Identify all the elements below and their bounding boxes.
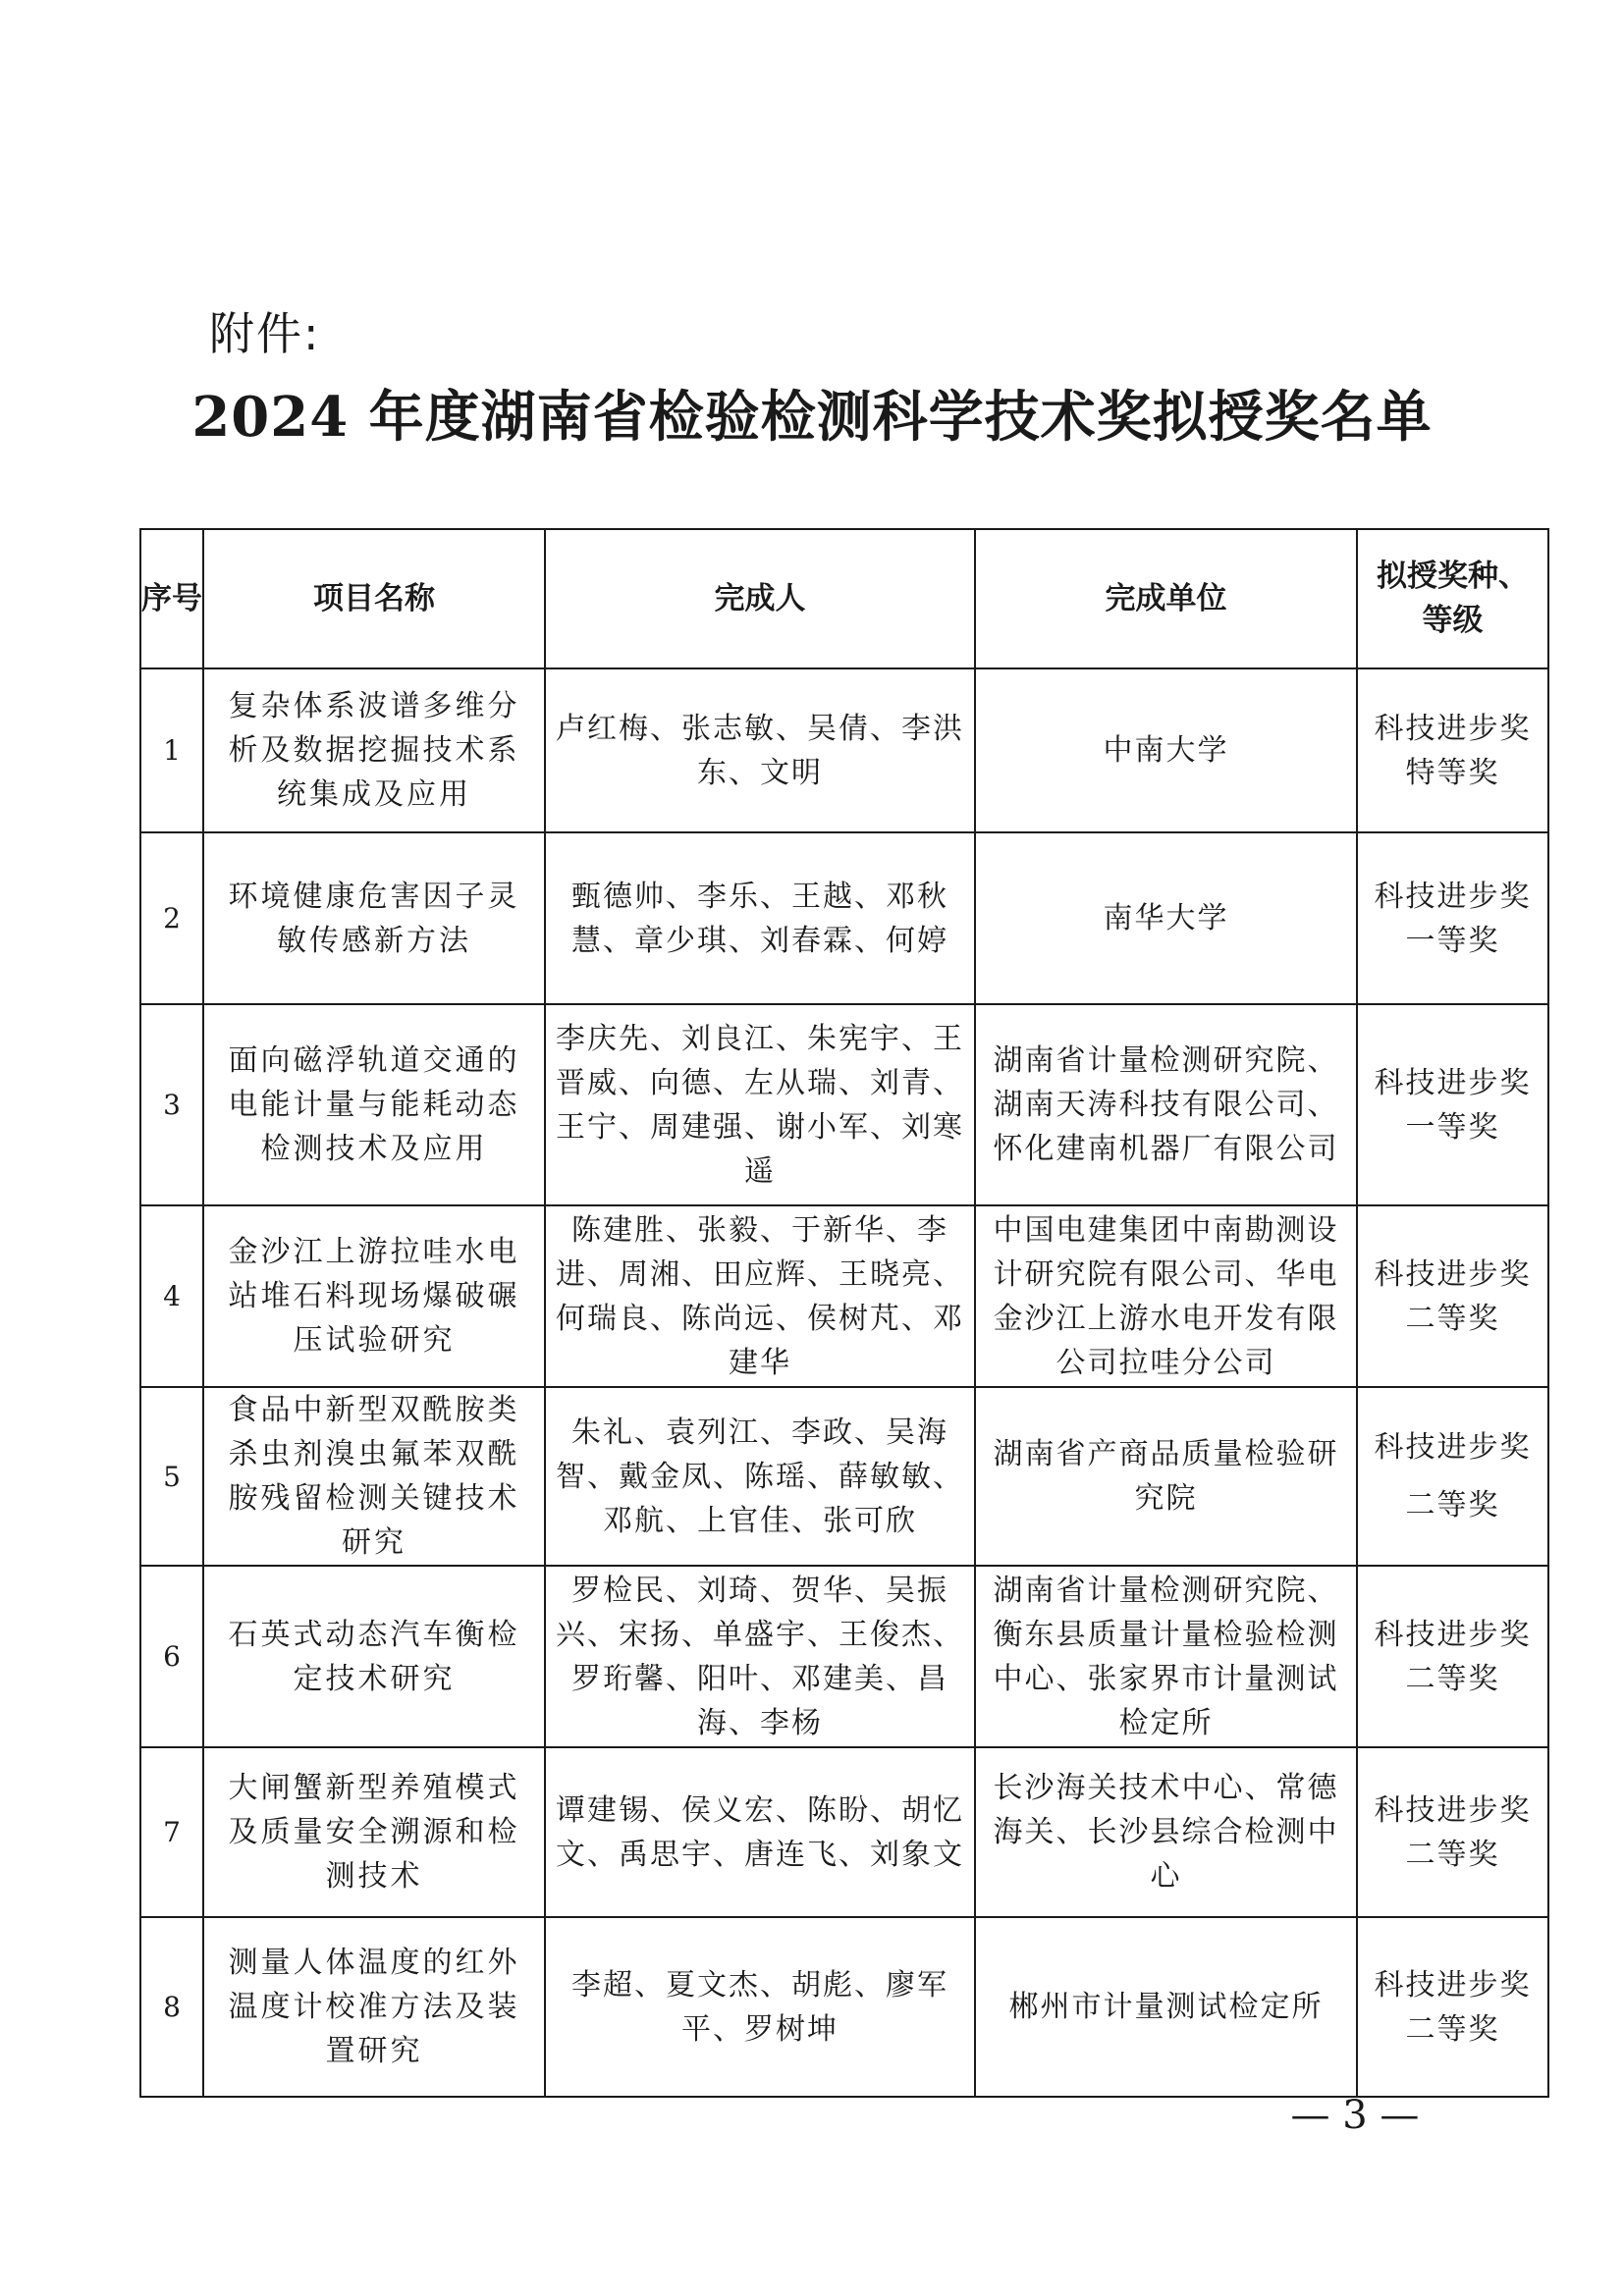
- award-cell: [1357, 1004, 1548, 1205]
- award-level: 一等奖: [1405, 923, 1500, 958]
- project-name: 测量人体温度的红外温度计校准方法及装置研究: [203, 1917, 545, 2097]
- completing-unit: 长沙海关技术中心、常德海关、长沙县综合检测中心: [975, 1747, 1357, 1917]
- project-name: 大闸蟹新型养殖模式及质量安全溯源和检测技术: [203, 1747, 545, 1917]
- table-row: [140, 1205, 1548, 1387]
- row-number: 4: [140, 1205, 203, 1387]
- contributors: 罗检民、刘琦、贺华、吴振兴、宋扬、单盛宇、王俊杰、罗珩馨、阳叶、邓建美、昌海、李杨: [545, 1566, 975, 1747]
- contributors: 谭建锡、侯义宏、陈盼、胡忆文、禹思宇、唐连飞、刘象文: [545, 1747, 975, 1917]
- row-number: 1: [140, 668, 203, 832]
- award-level: 二等奖: [1405, 1301, 1500, 1336]
- document-title: 2024 年度湖南省检验检测科学技术奖拟授奖名单: [191, 385, 1433, 450]
- contributors: 李庆先、刘良江、朱宪宇、王晋威、向德、左从瑞、刘青、王宁、周建强、谢小军、刘寒遥: [545, 1004, 975, 1205]
- award-type: 科技进步奖: [1374, 1430, 1532, 1465]
- award-cell: [1357, 1205, 1548, 1387]
- row-number: 8: [140, 1917, 203, 2097]
- award-type: 科技进步奖: [1374, 1792, 1532, 1828]
- award-cell: [1357, 1747, 1548, 1917]
- contributors: 甄德帅、李乐、王越、邓秋慧、章少琪、刘春霖、何婷: [545, 832, 975, 1004]
- row-number: 7: [140, 1747, 203, 1917]
- award-type: 科技进步奖: [1374, 879, 1532, 914]
- award-list-table: [139, 528, 1549, 2098]
- completing-unit: 湖南省计量检测研究院、湖南天涛科技有限公司、怀化建南机器厂有限公司: [975, 1004, 1357, 1205]
- project-name: 食品中新型双酰胺类杀虫剂溴虫氟苯双酰胺残留检测关键技术研究: [203, 1387, 545, 1566]
- attachment-label: 附件:: [209, 307, 321, 360]
- award-level: 二等奖: [1405, 1661, 1500, 1696]
- table-header-row: [140, 529, 1548, 668]
- row-number: 6: [140, 1566, 203, 1747]
- header-award-type-level: 拟授奖种、等级: [1357, 529, 1548, 668]
- award-cell: [1357, 668, 1548, 832]
- award-cell: [1357, 832, 1548, 1004]
- completing-unit: 南华大学: [975, 832, 1357, 1004]
- project-name: 环境健康危害因子灵敏传感新方法: [203, 832, 545, 1004]
- header-contributors: 完成人: [545, 529, 975, 668]
- award-level: 一等奖: [1405, 1109, 1500, 1145]
- project-name: 金沙江上游拉哇水电站堆石料现场爆破碾压试验研究: [203, 1205, 545, 1387]
- contributors: 卢红梅、张志敏、吴倩、李洪东、文明: [545, 668, 975, 832]
- completing-unit: 中国电建集团中南勘测设计研究院有限公司、华电金沙江上游水电开发有限公司拉哇分公司: [975, 1205, 1357, 1387]
- project-name: 复杂体系波谱多维分析及数据挖掘技术系统集成及应用: [203, 668, 545, 832]
- completing-unit: 中南大学: [975, 668, 1357, 832]
- row-number: 3: [140, 1004, 203, 1205]
- award-type: 科技进步奖: [1374, 1967, 1532, 2002]
- contributors: 陈建胜、张毅、于新华、李进、周湘、田应辉、王晓亮、何瑞良、陈尚远、侯树芃、邓建华: [545, 1205, 975, 1387]
- completing-unit: 湖南省产商品质量检验研究院: [975, 1387, 1357, 1566]
- project-name: 面向磁浮轨道交通的电能计量与能耗动态检测技术及应用: [203, 1004, 545, 1205]
- award-level: 二等奖: [1405, 1488, 1500, 1522]
- header-completing-unit: 完成单位: [975, 529, 1357, 668]
- completing-unit: 郴州市计量测试检定所: [975, 1917, 1357, 2097]
- award-type: 科技进步奖: [1374, 1065, 1532, 1100]
- header-project-name: 项目名称: [203, 529, 545, 668]
- row-number: 2: [140, 832, 203, 1004]
- table-row: [140, 1387, 1548, 1566]
- completing-unit: 湖南省计量检测研究院、衡东县质量计量检验检测中心、张家界市计量测试检定所: [975, 1566, 1357, 1747]
- award-level: 二等奖: [1405, 2011, 1500, 2047]
- table-row: [140, 832, 1548, 1004]
- table-row: [140, 668, 1548, 832]
- table-row: [140, 1917, 1548, 2097]
- row-number: 5: [140, 1387, 203, 1566]
- table-row: [140, 1747, 1548, 1917]
- award-level: 二等奖: [1405, 1837, 1500, 1872]
- header-serial-number: 序号: [140, 529, 203, 668]
- award-type: 科技进步奖: [1374, 1617, 1532, 1652]
- award-cell: [1357, 1566, 1548, 1747]
- contributors: 朱礼、袁列江、李政、吴海智、戴金凤、陈瑶、薛敏敏、邓航、上官佳、张可欣: [545, 1387, 975, 1566]
- table-row: [140, 1566, 1548, 1747]
- project-name: 石英式动态汽车衡检定技术研究: [203, 1566, 545, 1747]
- award-type: 科技进步奖: [1374, 711, 1532, 746]
- contributors: 李超、夏文杰、胡彪、廖军平、罗树坤: [545, 1917, 975, 2097]
- page-number: — 3 —: [1290, 2093, 1420, 2138]
- table-row: [140, 1004, 1548, 1205]
- award-cell: [1357, 1387, 1548, 1566]
- award-type: 科技进步奖: [1374, 1256, 1532, 1292]
- award-level: 特等奖: [1405, 755, 1500, 790]
- award-cell: [1357, 1917, 1548, 2097]
